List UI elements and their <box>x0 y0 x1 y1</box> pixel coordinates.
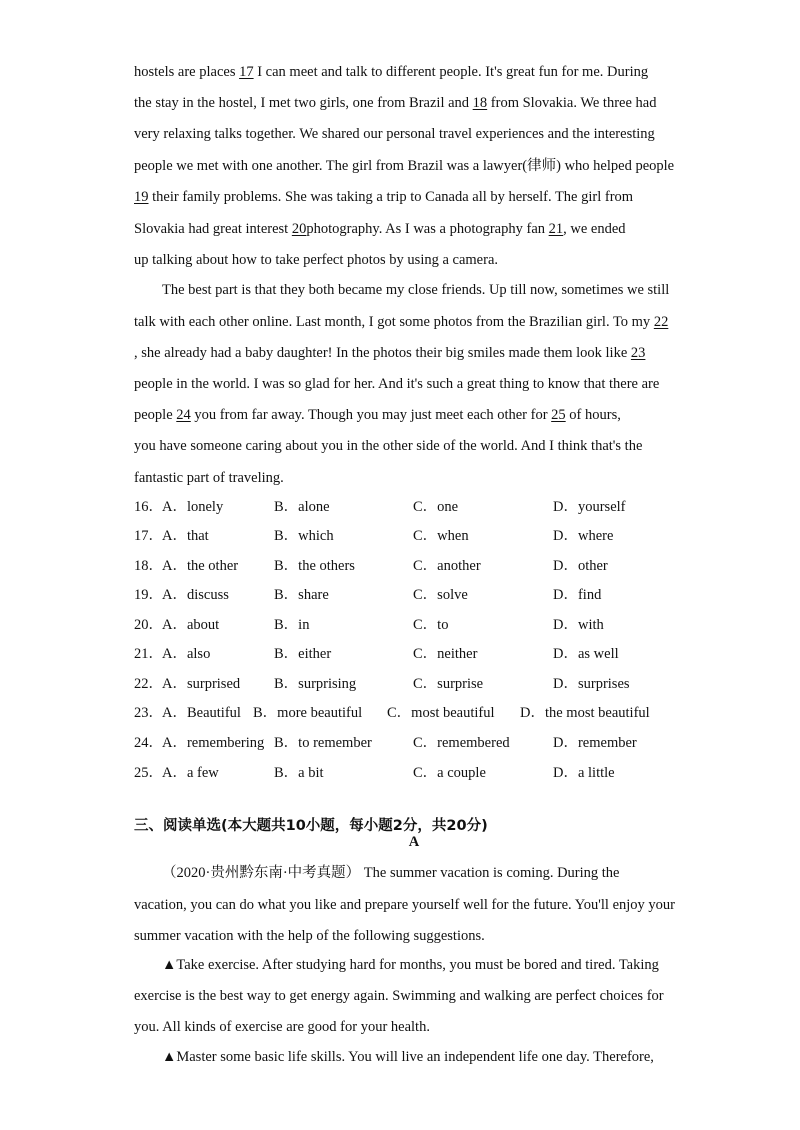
passage-line: exercise is the best way to get energy again. Swimming and walking are perfect choices for <box>134 988 664 1004</box>
passage-line <box>134 62 648 82</box>
option-c: C．one <box>413 499 459 515</box>
text: Slovakia had great interest <box>134 221 292 237</box>
option-d: D．the most beautiful <box>520 705 650 721</box>
passage-line <box>162 280 669 300</box>
text: people <box>134 407 177 423</box>
question-options-23 <box>134 703 674 723</box>
option-c: C．neither <box>413 646 478 662</box>
passage-line <box>134 374 659 394</box>
option-a: A．the other <box>162 558 239 574</box>
blank-21: 21 <box>548 221 564 237</box>
question-options-17 <box>134 526 674 546</box>
passage-line: summer vacation with the help of the following suggestions. <box>134 928 485 944</box>
text: I can meet and talk to different people. It's great fun for me. During <box>253 64 649 80</box>
option-d: D．surprises <box>553 676 630 692</box>
text: you from far away. Though you may just meet each other for <box>190 407 552 423</box>
option-c: C．remembered <box>413 735 510 751</box>
text: people we met with one another. The girl from Brazil was a lawyer(律师) who helped people <box>134 158 675 174</box>
question-number: 21． <box>134 646 163 662</box>
text: up talking about how to take perfect photos by using a camera. <box>134 252 499 268</box>
text: very relaxing talks together. We shared our personal travel experiences and the interesting <box>134 126 655 142</box>
option-d: D．find <box>553 587 602 603</box>
part-label: A <box>408 834 420 850</box>
blank-18: 18 <box>472 95 488 111</box>
option-d: D．yourself <box>553 499 626 515</box>
question-options-24 <box>134 733 674 753</box>
passage-line <box>134 156 674 176</box>
text: , she already had a baby daughter! In the photos their big smiles made them look like <box>134 345 631 361</box>
text: , we ended <box>563 221 626 237</box>
passage-line <box>134 219 626 239</box>
option-b: B．either <box>274 646 332 662</box>
passage-line <box>134 187 633 207</box>
question-number: 19． <box>134 587 163 603</box>
question-number: 25． <box>134 765 163 781</box>
passage-line: ▲Master some basic life skills. You will live an independent life one day. Therefore, <box>162 1049 654 1065</box>
passage-line: you. All kinds of exercise are good for your health. <box>134 1019 430 1035</box>
option-b: B．to remember <box>274 735 372 751</box>
question-number: 23． <box>134 705 163 721</box>
passage-line <box>134 436 642 456</box>
option-b: B．surprising <box>274 676 357 692</box>
option-b: B．a bit <box>274 765 324 781</box>
option-c: C．to <box>413 617 449 633</box>
option-d: D．other <box>553 558 608 574</box>
option-d: D．where <box>553 528 614 544</box>
option-a: A．also <box>162 646 211 662</box>
passage-line: ▲Take exercise. After studying hard for months, you must be bored and tired. Taking <box>162 957 659 973</box>
text: The best part is that they both became my close friends. Up till now, sometimes we still <box>162 282 670 298</box>
option-a: A．a few <box>162 765 219 781</box>
text: hostels are places <box>134 64 240 80</box>
option-c: C．most beautiful <box>387 705 495 721</box>
passage-line <box>134 124 655 144</box>
option-c: C．another <box>413 558 481 574</box>
option-a: A．surprised <box>162 676 241 692</box>
option-b: B．in <box>274 617 310 633</box>
text: talk with each other online. Last month, I got some photos from the Brazilian girl. To my <box>134 314 654 330</box>
blank-25: 25 <box>551 407 566 423</box>
option-a: A．about <box>162 617 220 633</box>
option-d: D．as well <box>553 646 619 662</box>
blank-22: 22 <box>653 314 669 330</box>
question-options-21 <box>134 644 674 664</box>
passage-line <box>134 343 645 363</box>
blank-20: 20 <box>291 221 307 237</box>
text: you have someone caring about you in the other side of the world. And I think that's the <box>134 438 643 454</box>
option-a: A．lonely <box>162 499 224 515</box>
option-a: A．Beautiful <box>162 705 241 721</box>
text: the stay in the hostel, I met two girls, one from Brazil and <box>134 95 473 111</box>
option-c: C．when <box>413 528 469 544</box>
option-b: B．alone <box>274 499 330 515</box>
blank-19: 19 <box>134 189 149 205</box>
blank-23: 23 <box>630 345 646 361</box>
option-c: C．a couple <box>413 765 486 781</box>
question-number: 24． <box>134 735 163 751</box>
question-number: 16． <box>134 499 163 515</box>
option-a: A．remembering <box>162 735 265 751</box>
option-b: B．more beautiful <box>253 705 363 721</box>
passage-line <box>134 312 668 332</box>
text: of hours, <box>565 407 621 423</box>
section-heading: 三、阅读单选(本大题共10小题，每小题2分，共20分) <box>134 818 488 834</box>
question-options-22 <box>134 674 674 694</box>
option-a: A．that <box>162 528 209 544</box>
option-d: D．with <box>553 617 604 633</box>
question-options-20 <box>134 615 674 635</box>
question-number: 17． <box>134 528 163 544</box>
blank-17: 17 <box>239 64 254 80</box>
passage-line <box>134 468 284 488</box>
option-b: B．share <box>274 587 329 603</box>
option-d: D．remember <box>553 735 637 751</box>
passage-line <box>134 93 656 113</box>
question-options-25 <box>134 763 674 783</box>
option-b: B．which <box>274 528 334 544</box>
question-number: 20． <box>134 617 163 633</box>
passage-line <box>134 405 621 425</box>
option-d: D．a little <box>553 765 615 781</box>
option-c: C．surprise <box>413 676 484 692</box>
question-number: 18． <box>134 558 163 574</box>
blank-24: 24 <box>176 407 191 423</box>
option-b: B．the others <box>274 558 355 574</box>
passage-line <box>134 250 498 270</box>
text: fantastic part of traveling. <box>134 470 284 486</box>
passage-line: vacation, you can do what you like and prepare yourself well for the future. You'll enjoy your <box>134 897 675 913</box>
option-a: A．discuss <box>162 587 229 603</box>
question-options-18 <box>134 556 674 576</box>
question-options-16 <box>134 497 674 517</box>
text: from Slovakia. We three had <box>487 95 657 111</box>
text: people in the world. I was so glad for her. And it's such a great thing to know that there are <box>134 376 660 392</box>
text: photography. As I was a photography fan <box>306 221 549 237</box>
text: their family problems. She was taking a trip to Canada all by herself. The girl from <box>148 189 634 205</box>
passage-line: （2020·贵州黔东南·中考真题） The summer vacation is coming. During the <box>162 865 620 881</box>
option-c: C．solve <box>413 587 468 603</box>
question-options-19 <box>134 585 674 605</box>
question-number: 22． <box>134 676 163 692</box>
